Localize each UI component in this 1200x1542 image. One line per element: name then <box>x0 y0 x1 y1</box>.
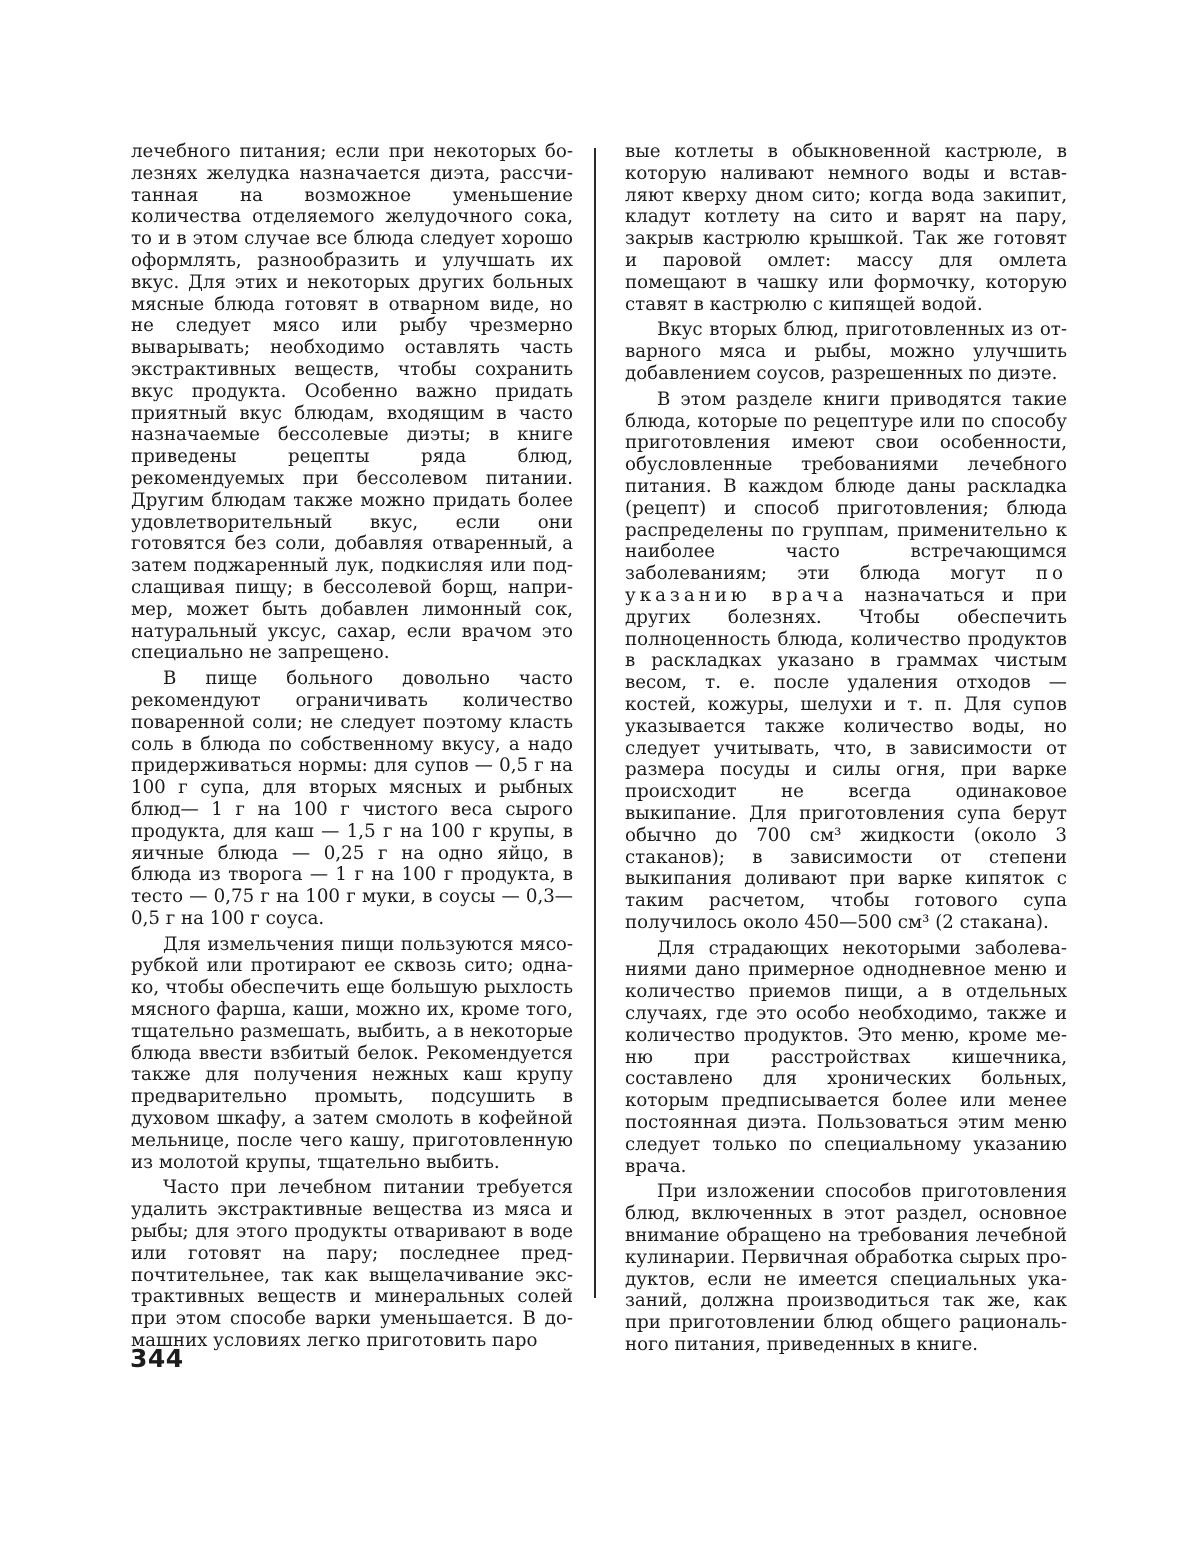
left-paragraph-4: Часто при лечебном питании требуется удалить экстрактивные вещества из мяса и рыбы; для этого продукты отваривают в воде или готовят на пару; последнее пред­почтительнее, так как выщелачивание экс­трактивных веществ и минеральных солей при этом способе варки уменьшается. В до­машних условиях легко приготовить паро­ <box>131 1177 573 1351</box>
right-paragraph-3 <box>625 389 1067 934</box>
page-number: 344 <box>130 1344 184 1373</box>
right-paragraph-3-end: назначаться и при других болезнях. Чтобы обеспечить полноценность блюда, количество продуктов в раскладках указано в граммах чистым весом, т. е. после удаления отходов — костей, кожуры, шелухи и т. п. Для супов указы­вается также количество воды, но следует учитывать, что, в зависимости от размера посуды и силы огня, при варке происходит не всегда одинаковое выкипание. Для при­готовления супа берут обычно до 700 см³ жидкости (около 3 стаканов); в зависимости от степени выкипания доливают при варке кипяток с таким расчетом, чтобы готового супа получилось около 450—500 см³ (2 ста­кана). <box>625 585 1067 933</box>
left-paragraph-3: Для измельчения пищи пользуются мясо­рубкой или протирают ее сквозь сито; одна­ко, чтобы обеспечить еще большую рыхлость мясного фарша, каши, можно их, кроме того, тщательно размешать, выбить, а в не­которые блюда ввести взбитый белок. Реко­мендуется также для получения нежных каш крупу предварительно промыть, подсушить в духовом шкафу, а затем смолоть в кофей­ной мельнице, после чего кашу, приготовлен­ную из молотой крупы, тщательно выбить. <box>131 934 573 1174</box>
right-paragraph-5: При изложении способов приготовления блюд, включенных в этот раздел, основное внимание обращено на требования лечебной кулинарии. Первичная обработка сырых про­дуктов, если не имеется специальных ука­заний, должна производиться так же, как при приготовлении блюд общего рациональ­ного питания, приведенных в книге. <box>625 1181 1067 1355</box>
right-column <box>625 141 1067 1360</box>
right-paragraph-3-start: В этом разделе книги приводятся такие блюда, которые по рецептуре или по способу приготовления имеют свои особенности, обус­ловленные требованиями лечебного питания. В каждом блюде даны раскладка (рецепт) и способ приготовления; блюда распределены по группам, применительно к наиболее часто встречающимся заболеваниям; эти блюда мо­гут <box>625 389 1067 584</box>
spaced-emphasis: по указанию врача <box>625 563 1067 606</box>
column-divider <box>594 148 596 1298</box>
left-column <box>131 141 573 1356</box>
left-paragraph-2: В пище больного довольно часто рекомен­дуют ограничивать количество поваренной соли; не следует поэтому класть соль в блюда по собственному вкусу, а надо придержи­ваться нормы: для супов — 0,5 г на 100 г супа, для вторых мясных и рыбных блюд— 1 г на 100 г чистого веса сырого продукта, для каш — 1,5 г на 100 г крупы, в яичные блюда — 0,25 г на одно яйцо, в блюда из творога — 1 г на 100 г продукта, в тесто — 0,75 г на 100 г муки, в соусы — 0,3—0,5 г на 100 г соуса. <box>131 668 573 930</box>
right-paragraph-1: вые котлеты в обыкновенной кастрюле, в которую наливают немного воды и встав­ляют кверху дном сито; когда вода закипит, кладут котлету на сито и варят на пару, закрыв кастрюлю крышкой. Так же готовят и паровой омлет: массу для омлета помещают в чашку или формочку, которую ставят в кастрюлю с кипящей водой. <box>625 141 1067 315</box>
right-paragraph-2: Вкус вторых блюд, приготовленных из от­варного мяса и рыбы, можно улучшить добавлением соусов, разрешенных по диэте. <box>625 319 1067 384</box>
left-paragraph-1: лечебного питания; если при некоторых бо­лезнях желудка назначается диэта, рассчи­танная на возможное уменьшение количества отделяемого желудочного сока, то и в этом случае все блюда следует хорошо оформлять, разнообразить и улучшать их вкус. Для этих и некоторых других больных мясные блюда готовят в отварном виде, но не сле­дует мясо или рыбу чрезмерно выварывать; необходимо оставлять часть экстрактивных веществ, чтобы сохранить вкус продукта. Осо­бенно важно придать приятный вкус блю­дам, входящим в часто назначаемые бессоле­вые диэты; в книге приведены рецепты ряда блюд, рекомендуемых при бессолевом пита­нии. Другим блюдам также можно придать более удовлетворительный вкус, если они готовятся без соли, добавляя отваренный, а затем поджаренный лук, подкисляя или под­слащивая пищу; в бессолевой борщ, напри­мер, может быть добавлен лимонный сок, натуральный уксус, сахар, если врачом это специально не запрещено. <box>131 141 573 664</box>
right-paragraph-4: Для страдающих некоторыми заболева­ниями дано примерное однодневное меню и количество приемов пищи, а в отдельных случаях, где это особо необходимо, также и количество продуктов. Это меню, кроме ме­ню при расстройствах кишечника, составлено для хронических больных, которым предпи­сывается более или менее постоянная диэта. Пользоваться этим меню следует только по специальному указанию врача. <box>625 938 1067 1178</box>
